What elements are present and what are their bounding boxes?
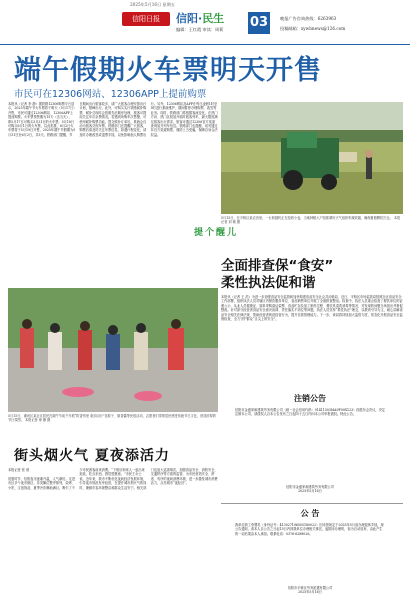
deregistration-notice bbox=[235, 393, 385, 503]
header-divider bbox=[0, 44, 410, 45]
employee-notice-title: 公 告 bbox=[300, 509, 320, 518]
submission-email: 投稿邮箱：xywbnews@126.com bbox=[280, 26, 346, 31]
editor-credits: 编辑：王红霞 审读：周莉 bbox=[176, 27, 224, 32]
community-event-photo bbox=[8, 288, 218, 412]
page-number: 03 bbox=[248, 12, 270, 34]
harvest-caption-text: 5月15日，在平桥区某农田里，一台收割机正在抢收小麦，当地种粮大户抢抓晴好天气组织机械收割，确保夏粮颗粒归仓。 bbox=[221, 216, 393, 220]
harvest-photo-credit: 本报记者 刘 敏 摄 bbox=[221, 216, 401, 225]
night-market-article-body: 本报记者 张 晨 初夏时节，信阳夜市逐渐升温，人气渐旺。走进市区多个夜市街区，各类摊位整齐排列，烧烤、小吃、文创饰品、夏季冷饮琳琅满目，吸引了不少市民游客前来消费。“下班后和家人一起出来逛逛，吃点东西，感觉很惬意。”市民王女士说。近年来，我市不断优化夜间经济发展环境，引导夜市规范有序经营，在提升城市烟火气的同时，兼顾市容环境整洁和群众生活安宁。相关部门也加大巡查频次，加强食品安全、消防安全、交通秩序等方面的监管，为市民营造安全、舒适、有序的夜间消费环境，进一步激发城市消费活力，点亮城市“夜经济”。 bbox=[8, 468, 218, 490]
deregistration-notice-signature: 信阳市金盛家和建筑劳务有限公司 2025年5月16日 bbox=[286, 485, 334, 494]
employee-notice-signature: 信阳市平桥区劳务派遣有限公司 2025年5月16日 bbox=[287, 586, 333, 595]
ad-hotline: 晚报广告咨询热线：6263963 bbox=[280, 16, 337, 21]
employee-notice bbox=[235, 508, 385, 608]
harvest-photo-image bbox=[221, 102, 403, 214]
community-photo-caption bbox=[8, 414, 218, 423]
community-event-image bbox=[8, 288, 218, 412]
employee-notice-body: 我单位职工李慧英（身份证号：413027196505180022）因未按规定于2025年5月前办理退休手续，现公告通知，请本人自公告之日起15日内到我单位办理相关事宜，逾期未办理的，视为自动放弃，由此产生的一切后果由本人承担。联系电话：0376-6288026。 bbox=[235, 523, 384, 536]
deregistration-notice-title: 注销公告 bbox=[294, 394, 326, 403]
section-dot: · bbox=[198, 12, 203, 25]
deregistration-notice-body: 信阳市金盛家和建筑劳务有限公司（统一社会信用代码：91411503MA9F00X123）经股东会决议，决定注销本公司，请债权人自本公告发布之日起四十五日内向本公司申报债权。特此公告。 bbox=[235, 408, 385, 417]
lead-headline: 端午假期火车票明天开售 bbox=[14, 55, 322, 86]
section-title bbox=[176, 10, 224, 26]
lead-article-body: 本报讯（记者 李 静）据铁路12306购票平台显示，2025年端午节火车票将于明天（5月17日）开售，市民可通过12306网站、12306APP上提前购票。火车票预售期为15天（含当天），即5月17日可购买5月31日的火车票，5月18日可购买6月1日的火车票，以此类推，6月2日火车票将于5月19日开售。2025年端午节假期为5月31日至6月2日，共3天。铁路部门提醒，节日期间出行旅客较多，请广大旅客合理安排出行计划，错峰出行。此外，可购买实行铁路候补购票，候补兑现时会按照先后顺序处理，旅客可提前关注车次余票情况。若遇到所购车次售罄，可使用候补购票功能，提交候补订单后，系统会自动为旅客兑现车票。铁路部门还提醒广大旅客，购票后请及时关注车票信息，如遇行程变化，请及时办理改签或退票手续，以免影响他人购票出行。另外，12306网站及APP在每日凌晨1时至5时进行系统维护，期间暂停办理购票、改签等业务。同时，铁路部门将根据客流变化，在热门方向、热门区段加开临时旅客列车，最大限度满足旅客出行需求，旅客可通过12306官方渠道查询加开列车信息。铁路部门也提醒，切勿通过非官方渠道购票，谨防上当受骗，保障自身合法权益。 bbox=[8, 102, 218, 137]
community-photo-credit: 本报记者 徐 姗 摄 bbox=[24, 418, 51, 423]
reminder-stamp: 提个醒儿 bbox=[194, 228, 239, 238]
harvest-photo bbox=[221, 102, 403, 214]
lead-subhead: 市民可在12306网站、12306APP上提前购票 bbox=[14, 89, 207, 100]
masthead bbox=[0, 0, 410, 40]
notice-divider bbox=[221, 503, 403, 504]
newspaper-logo: 信阳日报 bbox=[122, 12, 170, 26]
food-safety-headline: 全面排查保“食安” 柔性执法促和谐 bbox=[221, 258, 334, 291]
section-topic: 民生 bbox=[202, 12, 225, 25]
night-market-headline: 街头烟火气 夏夜添活力 bbox=[14, 448, 170, 464]
food-safety-article-body: 本报讯（记者 王 浩）为进一步加强食品安全监管和加快构建食品安全社会共治格局，近日，平桥区市场监管局按照全区食品安全工作部署，组织执法人员对辖区内餐饮服务单位、食品销售单位开展了全面排查整治。检查中，执法人员重点检查了餐饮单位的证照公示、从业人员健康证、原料采购索证索票、食品贮存及加工制作过程、餐饮具清洗消毒等情况，对发现的问题当场指出并督促整改。针对部分经营者食品安全意识淡薄、责任落实不到位等问题，执法人员坚持“柔性执法”理念，以教育引导为主，耐心讲解食品安全相关法律法规，帮助经营者规范经营行为，提升自我管理能力。下一步，该局将持续加大监管力度，常态化开展食品安全监督检查，全力守护群众“舌尖上的安全”。 bbox=[221, 295, 403, 322]
harvest-photo-caption bbox=[221, 216, 401, 225]
contact-info bbox=[280, 14, 345, 34]
section-city: 信阳 bbox=[176, 12, 198, 25]
issue-date: 2025年5月16日 星期五 bbox=[130, 2, 176, 7]
community-caption-text: 5月15日，浉河区某社区居民在端午节前夕开展“粽香邻里 欢乐同行”包粽子、做香囊等民俗活动，志愿者们带领居民感受传统节日文化，营造浓厚的节日氛围。 bbox=[8, 414, 216, 423]
